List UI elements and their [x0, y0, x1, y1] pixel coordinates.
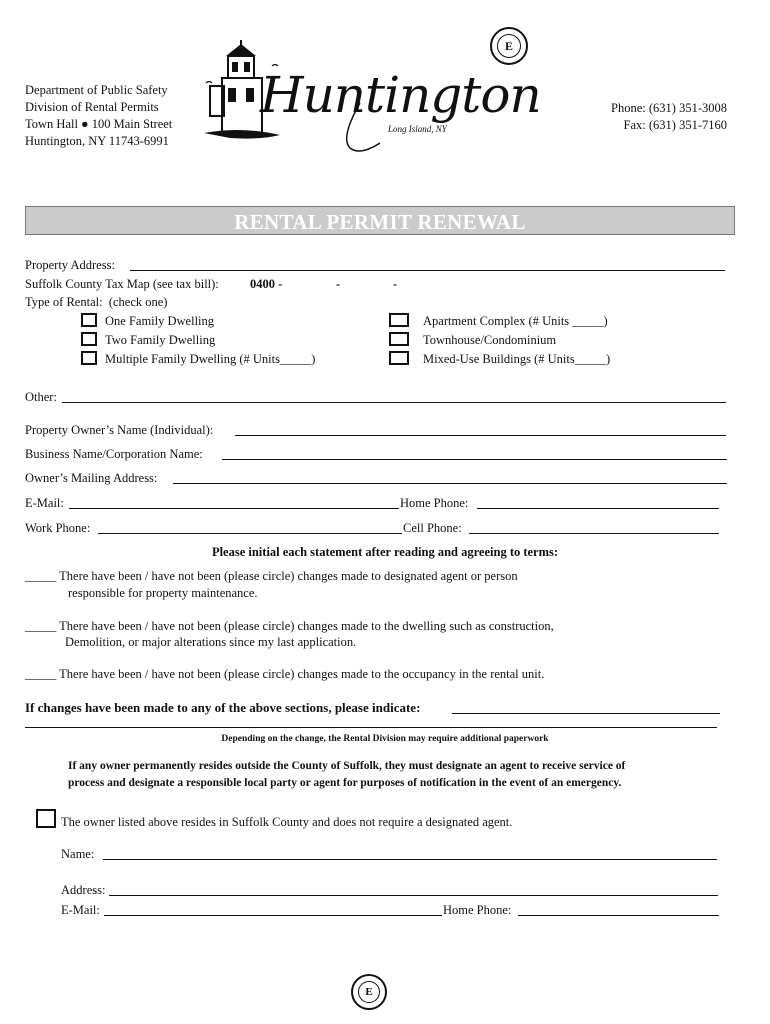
statement-1-line-1[interactable]: _____ There have been / have not been (please circle) changes made to designated agent or person — [25, 569, 518, 583]
town-seal-top — [490, 27, 528, 65]
townhouse-checkbox[interactable] — [389, 332, 409, 346]
initial-heading: Please initial each statement after reading and agreeing to terms: — [211, 545, 559, 559]
business-name-label: Business Name/Corporation Name: — [25, 447, 203, 461]
statement-2-line-2: Demolition, or major alterations since my last application. — [65, 635, 357, 649]
agent-address-input[interactable] — [109, 895, 718, 896]
other-label: Other: — [25, 390, 57, 404]
tax-map-dash-1: - — [336, 277, 341, 291]
statement-2-line-1[interactable]: _____ There have been / have not been (please circle) changes made to the dwelling such as construction, — [25, 619, 554, 633]
tax-map-label: Suffolk County Tax Map (see tax bill): — [25, 277, 226, 291]
mixed-use-label: Mixed-Use Buildings (# Units_____) — [423, 352, 611, 366]
mailing-address-input[interactable] — [173, 483, 727, 484]
dept-line-4: Huntington, NY 11743-6991 — [25, 134, 169, 148]
email-label: E-Mail: — [25, 496, 64, 510]
mixed-use-checkbox[interactable] — [389, 351, 409, 365]
changes-input[interactable] — [452, 713, 720, 714]
apartment-complex-label: Apartment Complex (# Units _____) — [423, 314, 608, 328]
changes-input-line-2[interactable] — [25, 727, 717, 728]
outside-notice-line-1: If any owner permanently resides outside the County of Suffolk, they must designate an agent to receive service of — [68, 760, 626, 772]
dept-line-2: Division of Rental Permits — [25, 100, 159, 114]
mailing-address-label: Owner’s Mailing Address: — [25, 471, 158, 485]
outside-notice-line-2: process and designate a responsible local party or agent for purposes of notification in the event of an emergency. — [68, 777, 622, 789]
agent-home-phone-input[interactable] — [518, 915, 719, 916]
page-title: RENTAL PERMIT RENEWAL — [234, 210, 526, 234]
town-seal-bottom — [351, 974, 387, 1010]
seal-letter: E — [497, 34, 521, 58]
home-phone-input[interactable] — [477, 508, 719, 509]
owner-name-label: Property Owner’s Name (Individual): — [25, 423, 214, 437]
paperwork-note: Depending on the change, the Rental Division may require additional paperwork — [221, 734, 549, 744]
bottom-seal-letter: E — [358, 981, 380, 1003]
agent-email-label: E-Mail: — [61, 903, 100, 917]
tax-map-prefix[interactable]: 0400 - — [250, 277, 283, 291]
multiple-family-label: Multiple Family Dwelling (# Units_____) — [105, 352, 316, 366]
resides-statement: The owner listed above resides in Suffolk County and does not require a designated agent. — [61, 815, 513, 829]
agent-address-label: Address: — [61, 883, 106, 897]
statement-1-line-2: responsible for property maintenance. — [68, 586, 258, 600]
work-phone-input[interactable] — [98, 533, 402, 534]
one-family-label: One Family Dwelling — [105, 314, 215, 328]
property-address-label: Property Address: — [25, 258, 119, 272]
business-name-input[interactable] — [222, 459, 727, 460]
property-address-input[interactable] — [130, 270, 725, 271]
home-phone-label: Home Phone: — [400, 496, 469, 510]
email-input[interactable] — [69, 508, 399, 509]
two-family-checkbox[interactable] — [81, 332, 97, 346]
agent-email-input[interactable] — [104, 915, 442, 916]
huntington-logo — [200, 38, 541, 158]
agent-home-phone-label: Home Phone: — [443, 903, 512, 917]
dept-line-1: Department of Public Safety — [25, 83, 168, 97]
work-phone-label: Work Phone: — [25, 521, 91, 535]
agent-name-label: Name: — [61, 847, 98, 861]
townhouse-label: Townhouse/Condominium — [423, 333, 557, 347]
logo-wordmark: Huntington — [260, 66, 541, 124]
phone-number: Phone: (631) 351-3008 — [611, 101, 727, 115]
owner-name-input[interactable] — [235, 435, 726, 436]
cell-phone-label: Cell Phone: — [403, 521, 462, 535]
resides-checkbox[interactable] — [36, 809, 56, 828]
cell-phone-input[interactable] — [469, 533, 719, 534]
tax-map-dash-2: - — [393, 277, 398, 291]
multiple-family-checkbox[interactable] — [81, 351, 97, 365]
apartment-complex-checkbox[interactable] — [389, 313, 409, 327]
one-family-checkbox[interactable] — [81, 313, 97, 327]
type-of-rental-label: Type of Rental: (check one) — [25, 295, 168, 309]
dept-line-3: Town Hall ● 100 Main Street — [25, 117, 173, 131]
agent-name-input[interactable] — [103, 859, 717, 860]
property-address-row — [25, 258, 118, 273]
statement-3-line-1[interactable]: _____ There have been / have not been (please circle) changes made to the occupancy in the rental unit. — [25, 667, 545, 681]
title-banner — [25, 206, 735, 235]
other-input[interactable] — [62, 402, 726, 403]
logo-swash-icon — [330, 98, 390, 158]
fax-number: Fax: (631) 351-7160 — [623, 118, 727, 132]
two-family-label: Two Family Dwelling — [105, 333, 216, 347]
logo-subtitle: Long Island, NY — [388, 124, 447, 134]
changes-label: If changes have been made to any of the above sections, please indicate: — [25, 700, 424, 715]
